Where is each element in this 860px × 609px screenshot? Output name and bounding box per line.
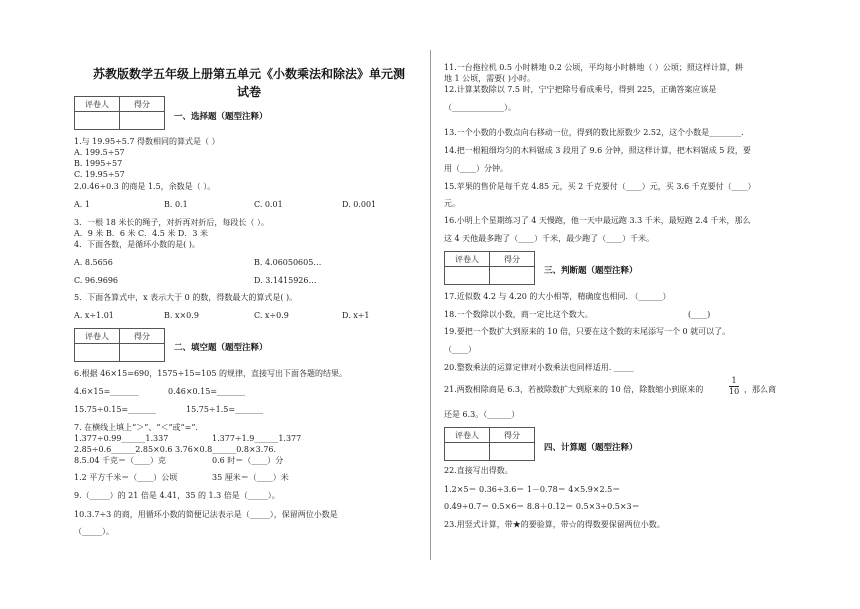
question-12-line1: 12.计算某数除以 7.5 时，宁宁把除号看成乘号，得到 225，正确答案应该是 (444, 85, 717, 94)
question-20: 20.整数乘法的运算定律对小数乘法也同样适用. _____ (444, 363, 634, 372)
q8-item-4: 35 厘米＝（____）米 (212, 473, 289, 482)
q22-row-1: 1.2×5＝ 0.36÷3.6＝ 1－0.78＝ 4×5.9×2.5＝ (444, 485, 621, 494)
reviewer-cell (75, 344, 120, 362)
q4-option-c: C. 96.9696 (74, 276, 119, 285)
question-23: 23.用竖式计算，带★的要验算，带☆的得数要保留两位小数。 (444, 520, 665, 529)
question-19-line1: 19.要把一个数扩大到原来的 10 倍，只要在这个数的末尾添写一个 0 就可以了。 (444, 327, 731, 336)
reviewer-cell (445, 267, 490, 285)
question-7: 7. 在横线上填上“＞”、“＜”或“=”． (74, 423, 204, 432)
q1-option-a: A. 199.5÷57 (74, 148, 125, 157)
question-11-line2: 地 1 公顷，需要( )小时。 (444, 74, 535, 83)
q7-item-1: 1.377÷0.99______1.337 (74, 434, 169, 443)
question-5: 5．下面各算式中，x 表示大于 0 的数，得数最大的算式是( )。 (74, 293, 298, 302)
column-divider (430, 50, 431, 560)
left-column (74, 0, 424, 609)
question-19-line2: （____） (444, 345, 476, 354)
question-10-line1: 10.3.7÷3 的商，用循环小数的简便记法表示是（_____），保留两位小数是 (74, 510, 338, 519)
reviewer-label: 评卷人 (75, 97, 120, 112)
q2-option-b: B. 0.1 (164, 200, 188, 209)
score-table-4 (444, 427, 535, 461)
question-2: 2.0.46÷0.3 的商是 1.5，余数是（ ）。 (74, 182, 216, 191)
question-14-line2: 用（____）分钟。 (444, 164, 508, 173)
question-16-line1: 16.小明上个星期练习了 4 天慢跑，他一天中最远跑 3.3 千米，最短跑 2.4 千米，那么 (444, 216, 751, 225)
doc-title-line2: 试卷 (236, 85, 261, 99)
reviewer-cell (75, 112, 120, 130)
reviewer-label: 评卷人 (445, 428, 490, 443)
question-18: 18.一个数除以小数，商一定比这个数大。 (444, 310, 593, 319)
score-label: 得分 (120, 97, 165, 112)
q8-item-3: 1.2 平方千米＝（____）公顷 (74, 473, 178, 482)
q21-fraction (729, 376, 739, 397)
question-15-line2: 元。 (444, 199, 460, 208)
q4-option-a: A. 8.5656 (74, 258, 113, 267)
question-10-line2: （_____）。 (74, 527, 114, 536)
score-cell (490, 267, 535, 285)
question-17: 17.近似数 4.2 与 4.20 的大小相等，精确度也相同. （______） (444, 292, 671, 301)
question-14-line1: 14.把一根粗细均匀的木料锯成 3 段用了 9.6 分钟，照这样计算，把木料锯成 5 段，要 (444, 146, 751, 155)
q1-option-c: C. 19.95÷57 (74, 170, 125, 179)
q21-numerator: 1 (729, 376, 739, 387)
question-13: 13.一个小数的小数点向右移动一位，得到的数比原数少 2.52，这个小数是________. (444, 128, 744, 137)
q2-option-d: D. 0.001 (342, 200, 377, 209)
q6-item-4: 15.75÷1.5=_______ (186, 405, 264, 414)
question-3: 3．一根 18 米长的绳子，对折再对折后，每段长（ ）。 (74, 218, 269, 227)
right-column (444, 0, 788, 609)
q5-option-c: C. x÷0.9 (254, 311, 289, 320)
q21-denominator: 10 (729, 387, 740, 396)
q3-options: A．9 米 B．6 米 C．4.5 米 D．3 米 (74, 229, 208, 238)
q8-item-2: 0.6 时＝（____）分 (212, 456, 284, 465)
score-label: 得分 (490, 252, 535, 267)
q6-item-1: 4.6×15=_______ (74, 387, 139, 396)
q5-option-a: A. x÷1.01 (74, 311, 114, 320)
reviewer-label: 评卷人 (75, 329, 120, 344)
question-9: 9.（_____）的 21 倍是 4.41，35 的 1.3 倍是（_____）。 (74, 491, 280, 500)
question-6: 6.根据 46×15=690，1575÷15=105 的规律，直接写出下面各题的结果。 (74, 369, 347, 378)
question-12-line2: （_____________）。 (444, 103, 516, 112)
doc-title-line1: 苏教版数学五年级上册第五单元《小数乘法和除法》单元测 (92, 67, 405, 81)
score-label: 得分 (490, 428, 535, 443)
q5-option-d: D. x÷1 (342, 311, 370, 320)
score-table-2 (74, 328, 165, 362)
section-1-heading: 一、选择题（题型注释） (174, 112, 268, 122)
question-15-line1: 15.苹果的售价是每千克 4.85 元，买 2 千克要付（____）元，买 3.6 千克要付（____） (444, 182, 756, 191)
q2-option-a: A. 1 (74, 200, 90, 209)
reviewer-cell (445, 443, 490, 461)
q6-item-3: 15.75÷0.15=_______ (74, 405, 157, 414)
question-21-line1: 21.两数相除商是 6.3，若被除数扩大到原来的 10 倍，除数缩小到原来的 (444, 385, 704, 394)
score-label: 得分 (120, 329, 165, 344)
q7-row-2: 2.85÷0.6______2.85×0.6 3.76×0.8______0.8×3.76. (74, 445, 277, 454)
q8-item-1: 8.5.04 千克＝（____）克 (74, 456, 166, 465)
score-cell (120, 344, 165, 362)
question-1: 1.与 19.95÷5.7 得数相同的算式是（ ） (74, 137, 220, 146)
question-22: 22.直接写出得数。 (444, 466, 513, 475)
question-16-line2: 这 4 天他最多跑了（____）千米，最少跑了（____）千米。 (444, 234, 655, 243)
score-cell (120, 112, 165, 130)
q18-blank: (____) (688, 310, 711, 319)
score-cell (490, 443, 535, 461)
q1-option-b: B. 1995÷57 (74, 159, 123, 168)
q4-option-b: B. 4.06050605… (254, 258, 322, 267)
q6-item-2: 0.46×0.15=_______ (168, 387, 246, 396)
question-21-line2: 还是 6.3。（______） (444, 410, 520, 419)
section-4-heading: 四、计算题（题型注释） (544, 443, 638, 453)
question-4: 4．下面各数，是循环小数的是( )。 (74, 240, 200, 249)
q7-item-2: 1.377÷1.9______1.377 (212, 434, 302, 443)
question-11-line1: 11.一台拖拉机 0.5 小时耕地 0.2 公顷，平均每小时耕地（ ）公顷；照这样计算，耕 (444, 63, 743, 72)
q22-row-2: 0.49÷0.7＝ 0.5×6＝ 8.8＋0.12＝ 0.5×3÷0.5×3＝ (444, 502, 640, 511)
question-21-line1-tail: ，那么商 (744, 385, 776, 394)
section-3-heading: 三、判断题（题型注释） (544, 266, 638, 276)
q2-option-c: C. 0.01 (254, 200, 283, 209)
q5-option-b: B. x×0.9 (164, 311, 199, 320)
q4-option-d: D. 3.1415926… (254, 276, 317, 285)
reviewer-label: 评卷人 (445, 252, 490, 267)
score-table-1 (74, 96, 165, 130)
section-2-heading: 二、填空题（题型注释） (174, 343, 268, 353)
score-table-3 (444, 251, 535, 285)
